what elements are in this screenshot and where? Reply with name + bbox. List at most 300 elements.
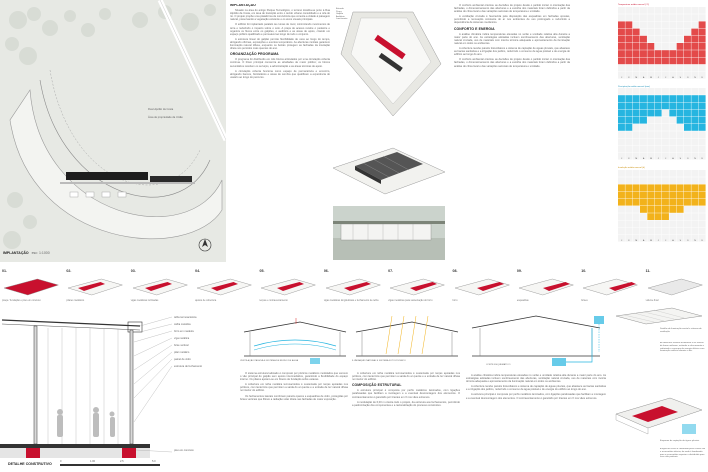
chart-month-label: S xyxy=(679,76,682,79)
chart-cell xyxy=(677,199,684,206)
section-label: estrutura de fechamento xyxy=(174,365,203,368)
chart-cell xyxy=(691,35,698,42)
chart-month-label: N xyxy=(694,76,696,79)
scale-bar xyxy=(60,462,160,468)
chart-month-label: N xyxy=(694,239,696,242)
chart-cell xyxy=(640,95,647,102)
chart-cell xyxy=(691,124,698,131)
chart-cell xyxy=(625,14,632,21)
chart-cell xyxy=(662,177,669,184)
chart-cell xyxy=(633,191,640,198)
scale-tick: 2.5 xyxy=(120,460,124,463)
chart-cell xyxy=(618,131,625,138)
sequence-step-label: vigas metálicas para sustentação do forro xyxy=(388,299,433,302)
chart-cell xyxy=(691,7,698,14)
chart-cell xyxy=(640,57,647,64)
chart-cell xyxy=(699,206,706,213)
chart-cell xyxy=(633,88,640,95)
program-diagram xyxy=(333,4,445,124)
chart-month-label: M xyxy=(650,239,652,242)
chart-cell xyxy=(684,117,691,124)
chart-month-label: F xyxy=(628,76,630,79)
chart-cell xyxy=(625,131,632,138)
chart-cell xyxy=(618,103,625,110)
chart-cell xyxy=(633,117,640,124)
legend-item: Galpão xyxy=(336,13,344,16)
render-image xyxy=(333,206,445,260)
chart-cell xyxy=(655,57,662,64)
legend-item: Entrada xyxy=(336,8,344,10)
chart-cell xyxy=(647,21,654,28)
chart-cell xyxy=(633,213,640,220)
section-label: telha termoacústica xyxy=(174,316,197,319)
chart-cell xyxy=(618,88,625,95)
chart-cell xyxy=(662,7,669,14)
chart-cell xyxy=(640,117,647,124)
chart-cell xyxy=(691,199,698,206)
sequence-step-label: vigas metálicas inclinadas xyxy=(130,299,159,302)
chart-cell xyxy=(699,21,706,28)
chart-cell xyxy=(691,88,698,95)
sequence-step-number: 01. xyxy=(2,269,7,273)
sequence-step-number: 05. xyxy=(259,269,265,273)
chart-cell xyxy=(655,28,662,35)
chart-cell xyxy=(662,146,669,153)
chart-cell xyxy=(618,14,625,21)
chart-cell xyxy=(684,64,691,71)
sequence-step-number: 03. xyxy=(130,269,136,273)
chart-cell xyxy=(618,191,625,198)
chart-cell xyxy=(662,28,669,35)
chart-cell xyxy=(618,199,625,206)
chart-cell xyxy=(640,7,647,14)
sequence-step-label: terças e contraventamento xyxy=(259,299,288,302)
sequence-step-number: 02. xyxy=(66,269,72,273)
chart-cell xyxy=(655,35,662,42)
chart-cell xyxy=(625,43,632,50)
chart-cell xyxy=(677,131,684,138)
paragraph: O conforto ambiental orientou as decisões de projeto desde o partido inicial. A orientação das fachadas, o dimensionamento das aberturas e a escolha dos materiais foram definidos a partir da análise do clima local e das variações sazonais de temperatura e umidade. xyxy=(454,4,570,14)
scale-tick: 1.00 xyxy=(90,460,96,463)
temperature-chart xyxy=(618,7,706,79)
chart-cell xyxy=(647,206,654,213)
chart-cell xyxy=(655,21,662,28)
chart-cell xyxy=(662,117,669,124)
chart-cell xyxy=(684,199,691,206)
chart-cell xyxy=(684,110,691,117)
chart-cell xyxy=(677,95,684,102)
chart-cell xyxy=(691,220,698,227)
chart-month-label: D xyxy=(701,158,704,161)
program-diagram-svg xyxy=(333,4,445,124)
paragraph: A modulação de 6,00 m orienta todo o projeto, da estrutura aos fechamentos, permitindo a padronização dos componentes e a racionalização do processo construtivo. xyxy=(352,400,460,407)
chart-cell xyxy=(691,28,698,35)
chart-cell xyxy=(662,88,669,95)
chart-cell xyxy=(647,131,654,138)
chart-cell xyxy=(677,177,684,184)
organizacao-heading: ORGANIZAÇÃO PROGRAMA xyxy=(230,52,279,57)
chart-cell xyxy=(684,184,691,191)
chart-cell xyxy=(640,14,647,21)
lighting-caption: ILUMINAÇÃO NATURAL E SISTEMA FOTOVOLTAICO xyxy=(352,360,406,362)
chart-cell xyxy=(647,28,654,35)
chart-cell xyxy=(691,21,698,28)
sequence-step-drawing xyxy=(195,276,255,298)
sequence-step-drawing xyxy=(453,276,513,298)
chart-month-label: D xyxy=(701,239,704,242)
chart-cell xyxy=(662,103,669,110)
sequence-step-number: 10. xyxy=(581,269,587,273)
chart-cell xyxy=(669,124,676,131)
chart-cell xyxy=(699,117,706,124)
chart-month-label: O xyxy=(686,158,689,161)
chart-cell xyxy=(677,7,684,14)
chart-cell xyxy=(625,177,632,184)
chart-cell xyxy=(684,177,691,184)
sequence-step-drawing xyxy=(324,276,384,298)
chart-cell xyxy=(647,184,654,191)
chart-cell xyxy=(677,139,684,146)
chart-cell xyxy=(669,139,676,146)
sequence-step-drawing xyxy=(646,276,706,298)
chart-cell xyxy=(618,110,625,117)
chart-cell xyxy=(669,57,676,64)
chart-month-label: F xyxy=(628,158,630,161)
chart-cell xyxy=(699,139,706,146)
chart-cell xyxy=(691,103,698,110)
chart-cell xyxy=(699,50,706,57)
implantacao-heading: IMPLANTAÇÃO xyxy=(230,4,256,7)
chart-cell xyxy=(662,64,669,71)
chart-cell xyxy=(625,206,632,213)
chart-cell xyxy=(669,43,676,50)
chart-cell xyxy=(684,57,691,64)
section-label: calha metálica xyxy=(174,323,191,326)
chart-cell xyxy=(677,124,684,131)
chart-cell xyxy=(684,206,691,213)
chart-cell xyxy=(633,103,640,110)
chart-cell xyxy=(662,110,669,117)
chart-cell xyxy=(669,95,676,102)
chart-cell xyxy=(662,21,669,28)
chart-cell xyxy=(655,220,662,227)
chart-cell xyxy=(618,220,625,227)
chart-cell xyxy=(684,43,691,50)
chart-cell xyxy=(691,50,698,57)
site-plan xyxy=(0,0,226,262)
chart-cell xyxy=(625,35,632,42)
conforto-heading: CONFORTO E ENERGIA xyxy=(454,26,495,31)
chart-cell xyxy=(669,213,676,220)
chart-cell xyxy=(699,227,706,234)
chart-cell xyxy=(662,14,669,21)
chart-cell xyxy=(655,199,662,206)
chart-cell xyxy=(640,103,647,110)
ventilation-svg xyxy=(240,316,350,366)
chart-cell xyxy=(699,199,706,206)
chart-cell xyxy=(633,50,640,57)
chart-cell xyxy=(625,146,632,153)
chart-cell xyxy=(691,57,698,64)
chart-cell xyxy=(618,21,625,28)
chart-cell xyxy=(677,206,684,213)
chart-cell xyxy=(669,220,676,227)
chart-cell xyxy=(655,177,662,184)
chart-cell xyxy=(669,227,676,234)
text-column-1 xyxy=(230,4,330,258)
text-column-bottom-3 xyxy=(466,374,606,470)
chart-cell xyxy=(633,199,640,206)
chart-cell xyxy=(625,184,632,191)
chart-cell xyxy=(640,124,647,131)
sequence-step-number: 09. xyxy=(516,269,522,273)
chart-cell xyxy=(677,88,684,95)
chart-cell xyxy=(691,184,698,191)
chart-cell xyxy=(677,14,684,21)
chart-cell xyxy=(647,124,654,131)
chart-cell xyxy=(633,227,640,234)
chart-month-label: D xyxy=(701,76,704,79)
chart-cell xyxy=(640,191,647,198)
chart-month-label: O xyxy=(686,76,689,79)
chart-cell xyxy=(633,220,640,227)
chart-cell xyxy=(669,14,676,21)
chart-cell xyxy=(684,227,691,234)
chart-cell xyxy=(684,191,691,198)
text-column-bottom-2 xyxy=(352,372,460,470)
chart-cell xyxy=(618,43,625,50)
chart-month-label: J xyxy=(621,158,623,161)
chart-month-label: J xyxy=(621,76,623,79)
chart-month-label: J xyxy=(657,239,659,242)
chart-month-label: M xyxy=(635,158,638,161)
chart-cell xyxy=(669,88,676,95)
chart-cell xyxy=(699,131,706,138)
chart-cell xyxy=(625,117,632,124)
chart-cell xyxy=(677,110,684,117)
paragraph: A cobertura em telha metálica termoacústica é sustentada por terças apoiadas nos pórticos, com lanternins que permitem a saída do ar quente e a entrada de luz natural difusa no interior do edifício. xyxy=(352,372,460,382)
chart-month-label: A xyxy=(672,158,674,161)
chart-cell xyxy=(662,227,669,234)
chart-cell xyxy=(669,21,676,28)
chart-cell xyxy=(655,14,662,21)
chart-cell xyxy=(684,103,691,110)
chart-month-label: S xyxy=(679,158,682,161)
chart-cell xyxy=(684,213,691,220)
chart-cell xyxy=(684,139,691,146)
chart-cell xyxy=(633,64,640,71)
section-label: viga metálica xyxy=(174,337,190,340)
chart-cell xyxy=(677,50,684,57)
paragraph: O edifício foi implantado paralelo às curvas de nível, minimizando movimentos de terra e reduzindo o impacto sobre o solo. A praça de acesso recebe o pedestre e organiza os fluxos entre os galpões, o auditório e as áreas de apoio, criando um espaço público qualificado e permeável ao longo de todo o conjunto. xyxy=(230,23,330,36)
sequence-step-label: volume final xyxy=(645,299,659,302)
chart-cell xyxy=(655,64,662,71)
chart-cell xyxy=(625,95,632,102)
chart-cell xyxy=(669,177,676,184)
text-column-bottom-1 xyxy=(240,372,348,470)
chart-cell xyxy=(684,131,691,138)
rain-chart-title: Precipitação média mensal (mm) xyxy=(618,85,650,88)
roof-axonometric-2 xyxy=(612,394,706,440)
chart-cell xyxy=(655,43,662,50)
chart-cell xyxy=(662,213,669,220)
site-plan-title: IMPLANTAÇÃO esc: 1:1000 xyxy=(3,251,50,255)
ventilation-diagram xyxy=(240,316,350,366)
chart-cell xyxy=(647,177,654,184)
sequence-step-number: 06. xyxy=(323,269,329,273)
chart-cell xyxy=(625,220,632,227)
chart-cell xyxy=(655,146,662,153)
chart-cell xyxy=(677,35,684,42)
chart-cell xyxy=(647,110,654,117)
chart-month-label: S xyxy=(679,239,682,242)
chart-cell xyxy=(655,95,662,102)
chart-cell xyxy=(691,110,698,117)
chart-cell xyxy=(633,21,640,28)
chart-cell xyxy=(655,88,662,95)
chart-cell xyxy=(677,64,684,71)
chart-cell xyxy=(655,117,662,124)
chart-cell xyxy=(677,170,684,177)
right-note-2: Esquema de captação de águas pluviais xyxy=(660,440,700,442)
chart-cell xyxy=(633,177,640,184)
chart-cell xyxy=(655,170,662,177)
chart-cell xyxy=(699,184,706,191)
chart-cell xyxy=(618,146,625,153)
sequence-step-label: brises xyxy=(581,299,588,302)
chart-cell xyxy=(647,199,654,206)
sun-chart xyxy=(618,170,706,242)
chart-cell xyxy=(669,28,676,35)
sequence-step xyxy=(386,266,448,312)
section-label: pilar metálico xyxy=(174,351,190,354)
chart-cell xyxy=(633,184,640,191)
temp-chart-title: Temperatura média mensal (°C) xyxy=(618,4,650,6)
chart-cell xyxy=(625,64,632,71)
chart-cell xyxy=(691,213,698,220)
sequence-step-drawing xyxy=(2,276,62,298)
chart-cell xyxy=(647,57,654,64)
ventilation-caption: VENTILAÇÃO PASSIVA E SISTEMA DE REÚSO DE ÁGUA xyxy=(240,360,299,362)
paragraph: A estrutura principal é composta por perfis metálicos laminados, com ligações parafusadas que facilitam a montagem e a eventual desmontagem dos elementos. O contraventamento é garantido por tirantes em X nos vãos extremos. xyxy=(352,389,460,399)
chart-cell xyxy=(699,35,706,42)
chart-cell xyxy=(640,139,647,146)
scale-tick: 0 xyxy=(60,460,62,463)
chart-month-label: J xyxy=(657,76,659,79)
water-svg xyxy=(466,312,606,370)
lighting-diagram xyxy=(352,316,462,366)
chart-month-label: O xyxy=(686,239,689,242)
chart-cell xyxy=(684,88,691,95)
chart-cell xyxy=(618,117,625,124)
section-label: painel de vidro xyxy=(174,358,191,361)
chart-cell xyxy=(633,131,640,138)
chart-cell xyxy=(625,7,632,14)
chart-cell xyxy=(640,21,647,28)
chart-cell xyxy=(640,227,647,234)
chart-cell xyxy=(662,95,669,102)
chart-cell xyxy=(691,139,698,146)
chart-cell xyxy=(691,117,698,124)
chart-cell xyxy=(618,177,625,184)
section-detail xyxy=(0,312,238,472)
paragraph: A análise climática indica temperaturas elevadas no verão e umidade relativa alta durante a maior parte do ano. As estratégias adotadas incluem sombreamento das aberturas, ventilação natural cruzada, uso de materiais com inércia térmica adequada e aproveitamento da iluminação natural em todos os ambientes. xyxy=(454,32,570,45)
chart-cell xyxy=(640,213,647,220)
chart-cell xyxy=(669,7,676,14)
street-label-2: Área de propriedade da União xyxy=(148,116,183,119)
chart-cell xyxy=(669,110,676,117)
chart-cell xyxy=(684,146,691,153)
sequence-step-label: praça / fundação e piso em concreto xyxy=(2,299,41,302)
sequence-step-drawing xyxy=(388,276,448,298)
chart-cell xyxy=(655,50,662,57)
chart-month-label: J xyxy=(621,239,623,242)
chart-cell xyxy=(684,95,691,102)
chart-cell xyxy=(647,14,654,21)
chart-cell xyxy=(655,7,662,14)
chart-cell xyxy=(633,124,640,131)
chart-month-label: M xyxy=(650,76,652,79)
chart-cell xyxy=(618,95,625,102)
chart-cell xyxy=(677,103,684,110)
chart-cell xyxy=(669,117,676,124)
chart-cell xyxy=(640,170,647,177)
aerial-drawing xyxy=(333,128,445,202)
chart-cell xyxy=(699,170,706,177)
sequence-step-label: pilares metálicos xyxy=(66,299,85,302)
roof-axo-2-svg xyxy=(612,394,706,440)
chart-cell xyxy=(662,43,669,50)
section-label: forro em madeira xyxy=(174,330,194,333)
paragraph: O conforto ambiental orientou as decisões de projeto desde o partido inicial. A orientação das fachadas, o dimensionamento das aberturas e a escolha dos materiais foram definidos a partir da análise do clima local e das variações sazonais de temperatura e umidade. xyxy=(454,58,570,68)
sequence-step xyxy=(193,266,255,312)
chart-cell xyxy=(684,220,691,227)
chart-cell xyxy=(677,117,684,124)
chart-cell xyxy=(669,103,676,110)
sequence-step xyxy=(0,266,62,312)
chart-cell xyxy=(618,35,625,42)
chart-cell xyxy=(662,191,669,198)
chart-cell xyxy=(618,28,625,35)
program-legend xyxy=(336,8,347,21)
chart-cell xyxy=(699,220,706,227)
chart-cell xyxy=(633,14,640,21)
construction-sequence xyxy=(0,266,708,312)
chart-cell xyxy=(625,139,632,146)
chart-cell xyxy=(640,206,647,213)
sequence-step-number: 08. xyxy=(452,269,458,273)
chart-cell xyxy=(699,88,706,95)
paragraph: Os fechamentos laterais combinam painéis opacos e esquadrias de vidro, protegidas por brises verticais que filtram a radiação solar direta nas fachadas de maior exposição. xyxy=(240,394,348,401)
sequence-step-number: 04. xyxy=(195,269,201,273)
chart-cell xyxy=(625,191,632,198)
chart-cell xyxy=(699,14,706,21)
chart-cell xyxy=(684,14,691,21)
chart-cell xyxy=(669,206,676,213)
chart-cell xyxy=(640,220,647,227)
chart-month-label: A xyxy=(672,76,674,79)
paragraph: Situado na área do antigo Parque Tecnológico, o terreno localiza-se junto à Rua Hipólito da Costa, em área de transição entre o tecido urbano consolidado e a orla do rio. O projeto propõe uma plataforma de convivência que conecta a cidade à paisagem natural, preservando a vegetação existente e os eixos visuais principais. xyxy=(230,9,330,22)
chart-month-label: J xyxy=(665,239,667,242)
chart-cell xyxy=(618,124,625,131)
lighting-svg xyxy=(352,316,462,366)
chart-cell xyxy=(691,14,698,21)
chart-cell xyxy=(699,43,706,50)
chart-cell xyxy=(618,170,625,177)
chart-cell xyxy=(647,117,654,124)
foundation-label: piso em concreto xyxy=(174,449,194,452)
chart-cell xyxy=(618,50,625,57)
